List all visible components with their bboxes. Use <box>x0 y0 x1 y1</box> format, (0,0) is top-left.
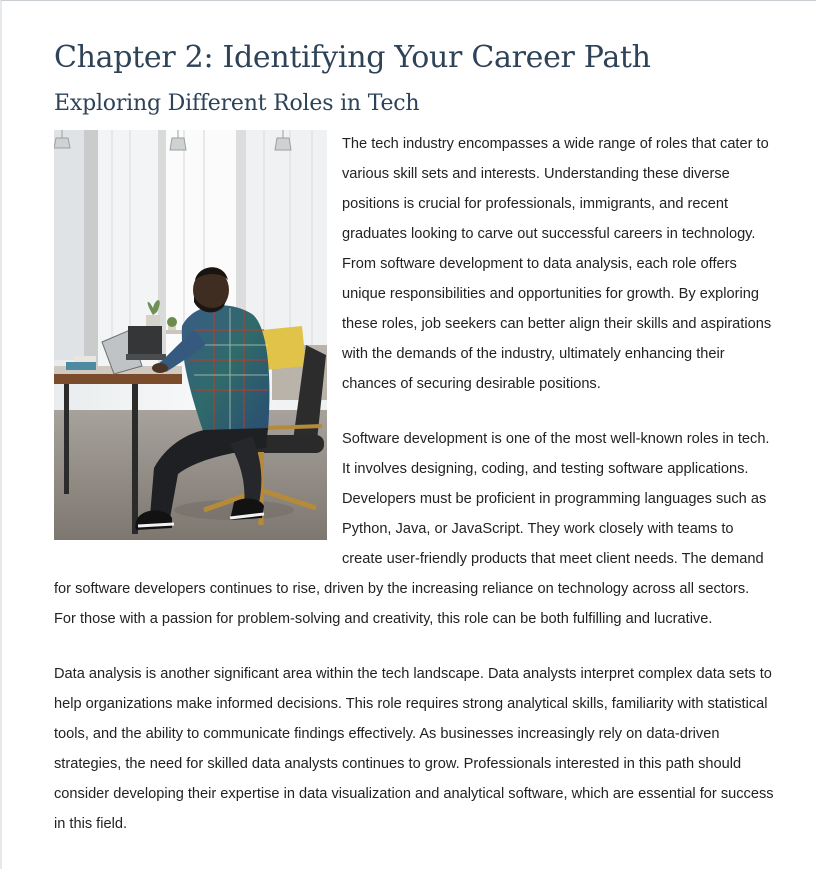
man-working-at-laptop-illustration <box>54 130 327 540</box>
chapter-content <box>54 35 774 864</box>
paragraph-data-analysis: Data analysis is another significant area within the tech landscape. Data analysts interpret complex data sets to help organizations make informed decisions. This role requires strong analytical skills, familiarity with statistical tools, and the ability to communicate findings effectively. As businesses increasingly rely on data-driven strategies, the need for skilled data analysts continues to grow. Professionals interested in this path should consider developing their expertise in data visualization and analytical software, which are essential for success in this field. <box>54 666 774 832</box>
office-photo <box>54 130 327 540</box>
section-title: Exploring Different Roles in Tech <box>54 91 420 116</box>
paragraph-software-development: Software development is one of the most well-known roles in tech. It involves designing, coding, and testing software applications. Developers must be proficient in programming languages such as Python, Java, or JavaScript. They work closely with teams to create user-friendly products that meet client needs. The demand for software developers continues to rise, driven by the increasing reliance on technology across all sectors. For those with a passion for problem-solving and creativity, this role can be both fulfilling and lucrative. <box>54 431 770 627</box>
chapter-title: Chapter 2: Identifying Your Career Path <box>54 40 651 75</box>
paragraph-intro: The tech industry encompasses a wide range of roles that cater to various skill sets and interests. Understanding these diverse positions is crucial for professionals, immigrants, and recent graduates looking to carve out successful careers in technology. From software development to data analysis, each role offers unique responsibilities and opportunities for growth. By exploring these roles, job seekers can better align their skills and aspirations with the demands of the industry, ultimately enhancing their chances of securing desirable positions. <box>342 136 772 392</box>
